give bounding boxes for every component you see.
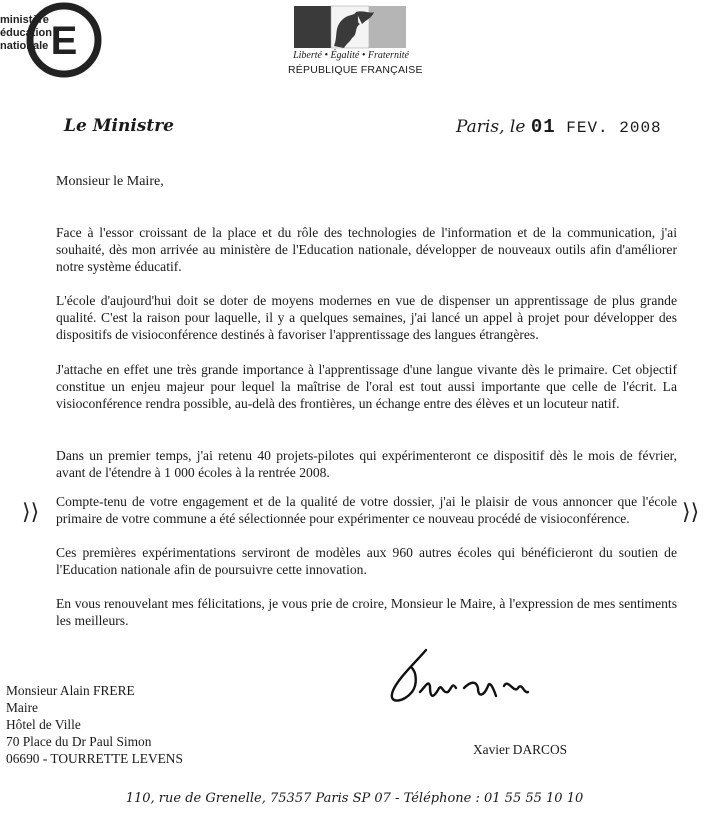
ministry-logo-letter: E: [50, 19, 78, 63]
margin-mark-right: ⟩⟩: [682, 500, 700, 525]
salutation: Monsieur le Maire,: [56, 174, 164, 189]
date-prefix: Paris, le: [456, 117, 526, 137]
handwritten-signature-icon: [386, 642, 534, 716]
recipient-title: Maire: [6, 700, 38, 715]
republique-name: RÉPUBLIQUE FRANÇAISE: [288, 64, 423, 76]
ministry-logo-text: ministère éducation nationale: [0, 14, 52, 52]
recipient-name: Monsieur Alain FRERE: [6, 683, 135, 698]
margin-mark-left: ⟩⟩: [22, 500, 40, 525]
recipient-address: [6, 682, 183, 767]
marianne-flag-icon: [294, 6, 406, 48]
footer-address: 110, rue de Grenelle, 75357 Paris SP 07 - Téléphone : 01 55 55 10 10: [125, 791, 584, 806]
paragraph-5: Compte-tenu de votre engagement et de la qualité de votre dossier, j'ai le plaisir de vous annoncer que l'école primaire de votre commune a été sélectionnée pour expérimenter ce nouveau procédé de visioconférence.: [56, 494, 677, 526]
ministry-logo-emblem-icon: [0, 2, 80, 82]
recipient-city: 06690 - TOURRETTE LEVENS: [6, 751, 183, 766]
date-stamp: [530, 116, 662, 138]
signer-name: Xavier DARCOS: [473, 742, 568, 757]
republique-logo: [288, 6, 423, 78]
paragraph-2: L'école d'aujourd'hui doit se doter de moyens modernes en vue de dispenser un apprentissage de plus grande qualité. C'est la raison pour laquelle, il y a quelques semaines, j'ai lancé un appel à projet pour développer des dispositifs de visioconférence destinés à favoriser l'apprentissage des langues étrangères.: [56, 293, 677, 342]
recipient-building: Hôtel de Ville: [6, 717, 81, 732]
date-line: [456, 116, 662, 138]
recipient-street: 70 Place du Dr Paul Simon: [6, 734, 152, 749]
republique-motto: Liberté • Égalité • Fraternité: [293, 50, 409, 61]
date-month-year: FEV. 2008: [566, 119, 662, 137]
paragraph-1: Face à l'essor croissant de la place et du rôle des technologies de l'information et de la communication, j'ai souhaité, dès mon arrivée au ministère de l'Education nationale, développer de nouveaux outils afin d'améliorer notre système éducatif.: [56, 225, 677, 274]
ministry-logo: [0, 2, 80, 82]
paragraph-3: J'attache en effet une très grande importance à l'apprentissage d'une langue vivante dès le primaire. Cet objectif constitue un enjeu majeur pour lequel la maîtrise de l'oral est tout aussi importante que celle de l'écrit. La visioconférence rendra possible, au-delà des frontières, un échange entre des élèves et un locuteur natif.: [56, 362, 677, 411]
date-day: 01: [530, 116, 556, 138]
sender-title: Le Ministre: [64, 116, 174, 136]
paragraph-7: En vous renouvelant mes félicitations, je vous prie de croire, Monsieur le Maire, à l'expression de mes sentiments les meilleurs.: [56, 596, 677, 628]
paragraph-4: Dans un premier temps, j'ai retenu 40 projets-pilotes qui expérimenteront ce dispositif dès le mois de février, avant de l'étendre à 1 000 écoles à la rentrée 2008.: [56, 448, 677, 480]
paragraph-6: Ces premières expérimentations serviront de modèles aux 960 autres écoles qui bénéficieront du soutien de l'Education nationale afin de poursuivre cette innovation.: [56, 545, 677, 577]
